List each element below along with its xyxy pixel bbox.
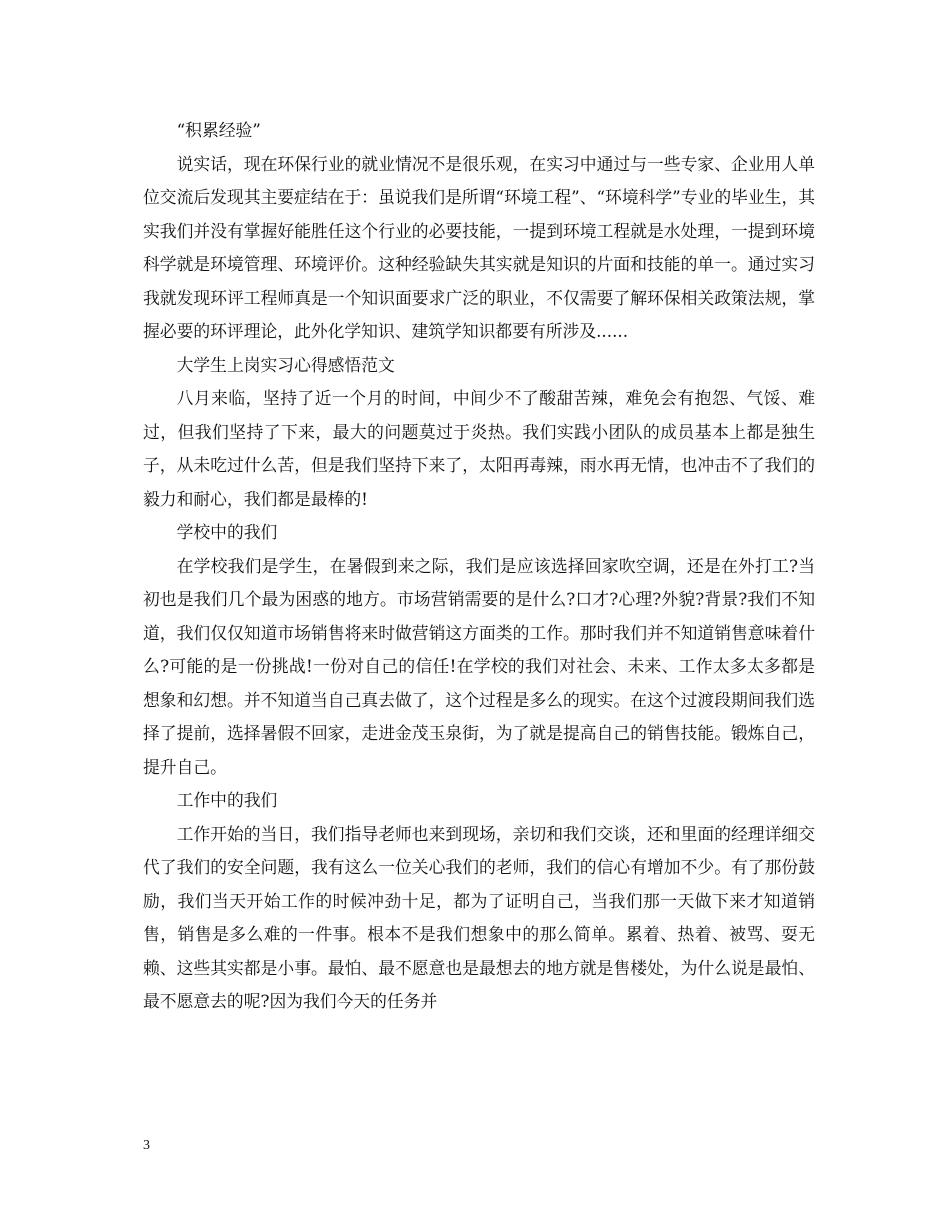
quoted-heading: “积累经验” <box>176 120 261 140</box>
paragraph-work: 工作开始的当日，我们指导老师也来到现场，亲切和我们交谈，还和里面的经理详细交代了我们的安全问题，我有这么一位关心我们的老师，我们的信心有增加不少。有了那份鼓励，我们当天开始工作的时候冲劲十足，都为了证明自己，当我们那一天做下来才知道销售，销售是多么难的一件事。根本不是我们想象中的那么简单。累着、热着、被骂、耍无赖、这些其实都是小事。最怕、最不愿意也是最想去的地方就是售楼处，为什么说是最怕、最不愿意去的呢?因为我们今天的任务并 <box>143 823 815 1011</box>
subheading-work: 工作中的我们 <box>176 790 278 810</box>
paragraph-school: 在学校我们是学生，在暑假到来之际，我们是应该选择回家吹空调，还是在外打工?当初也是我们几个最为困惑的地方。市场营销需要的是什么?口才?心理?外貌?背景?我们不知道，我们仅仅知道市场销售将来时做营销这方面类的工作。那时我们并不知道销售意味着什么?可能的是一份挑战!一份对自己的信任!在学校的我们对社会、未来、工作太多太多都是想象和幻想。并不知道当自己真去做了，这个过程是多么的现实。在这个过渡段期间我们选择了提前，选择暑假不回家，走进金茂玉泉街，为了就是提高自己的销售技能。锻炼自己，提升自己。 <box>143 555 815 777</box>
section-title: 大学生上岗实习心得感悟范文 <box>176 354 395 375</box>
page-number: 3 <box>143 1138 150 1153</box>
paragraph-environment-experience: 说实话，现在环保行业的就业情况不是很乐观，在实习中通过与一些专家、企业用人单位交流后发现其主要症结在于：虽说我们是所谓“环境工程”、“环境科学”专业的毕业生，其实我们并没有掌握好能胜任这个行业的必要技能，一提到环境工程就是水处理，一提到环境科学就是环境管理、环境评价。这种经验缺失其实就是知识的片面和技能的单一。通过实习我就发现环评工程师真是一个知识面要求广泛的职业，不仅需要了解环保相关政策法规，掌握必要的环评理论，此外化学知识、建筑学知识都要有所涉及...... <box>143 153 816 341</box>
document-body <box>143 114 815 1019</box>
paragraph-august: 八月来临，坚持了近一个月的时间，中间少不了酸甜苦辣，难免会有抱怨、气馁、难过，但我们坚持了下来，最大的问题莫过于炎热。我们实践小团队的成员基本上都是独生子，从未吃过什么苦，但是我们坚持下来了，太阳再毒辣，雨水再无情，也冲击不了我们的毅力和耐心，我们都是最棒的! <box>143 388 815 509</box>
subheading-school: 学校中的我们 <box>176 522 278 542</box>
